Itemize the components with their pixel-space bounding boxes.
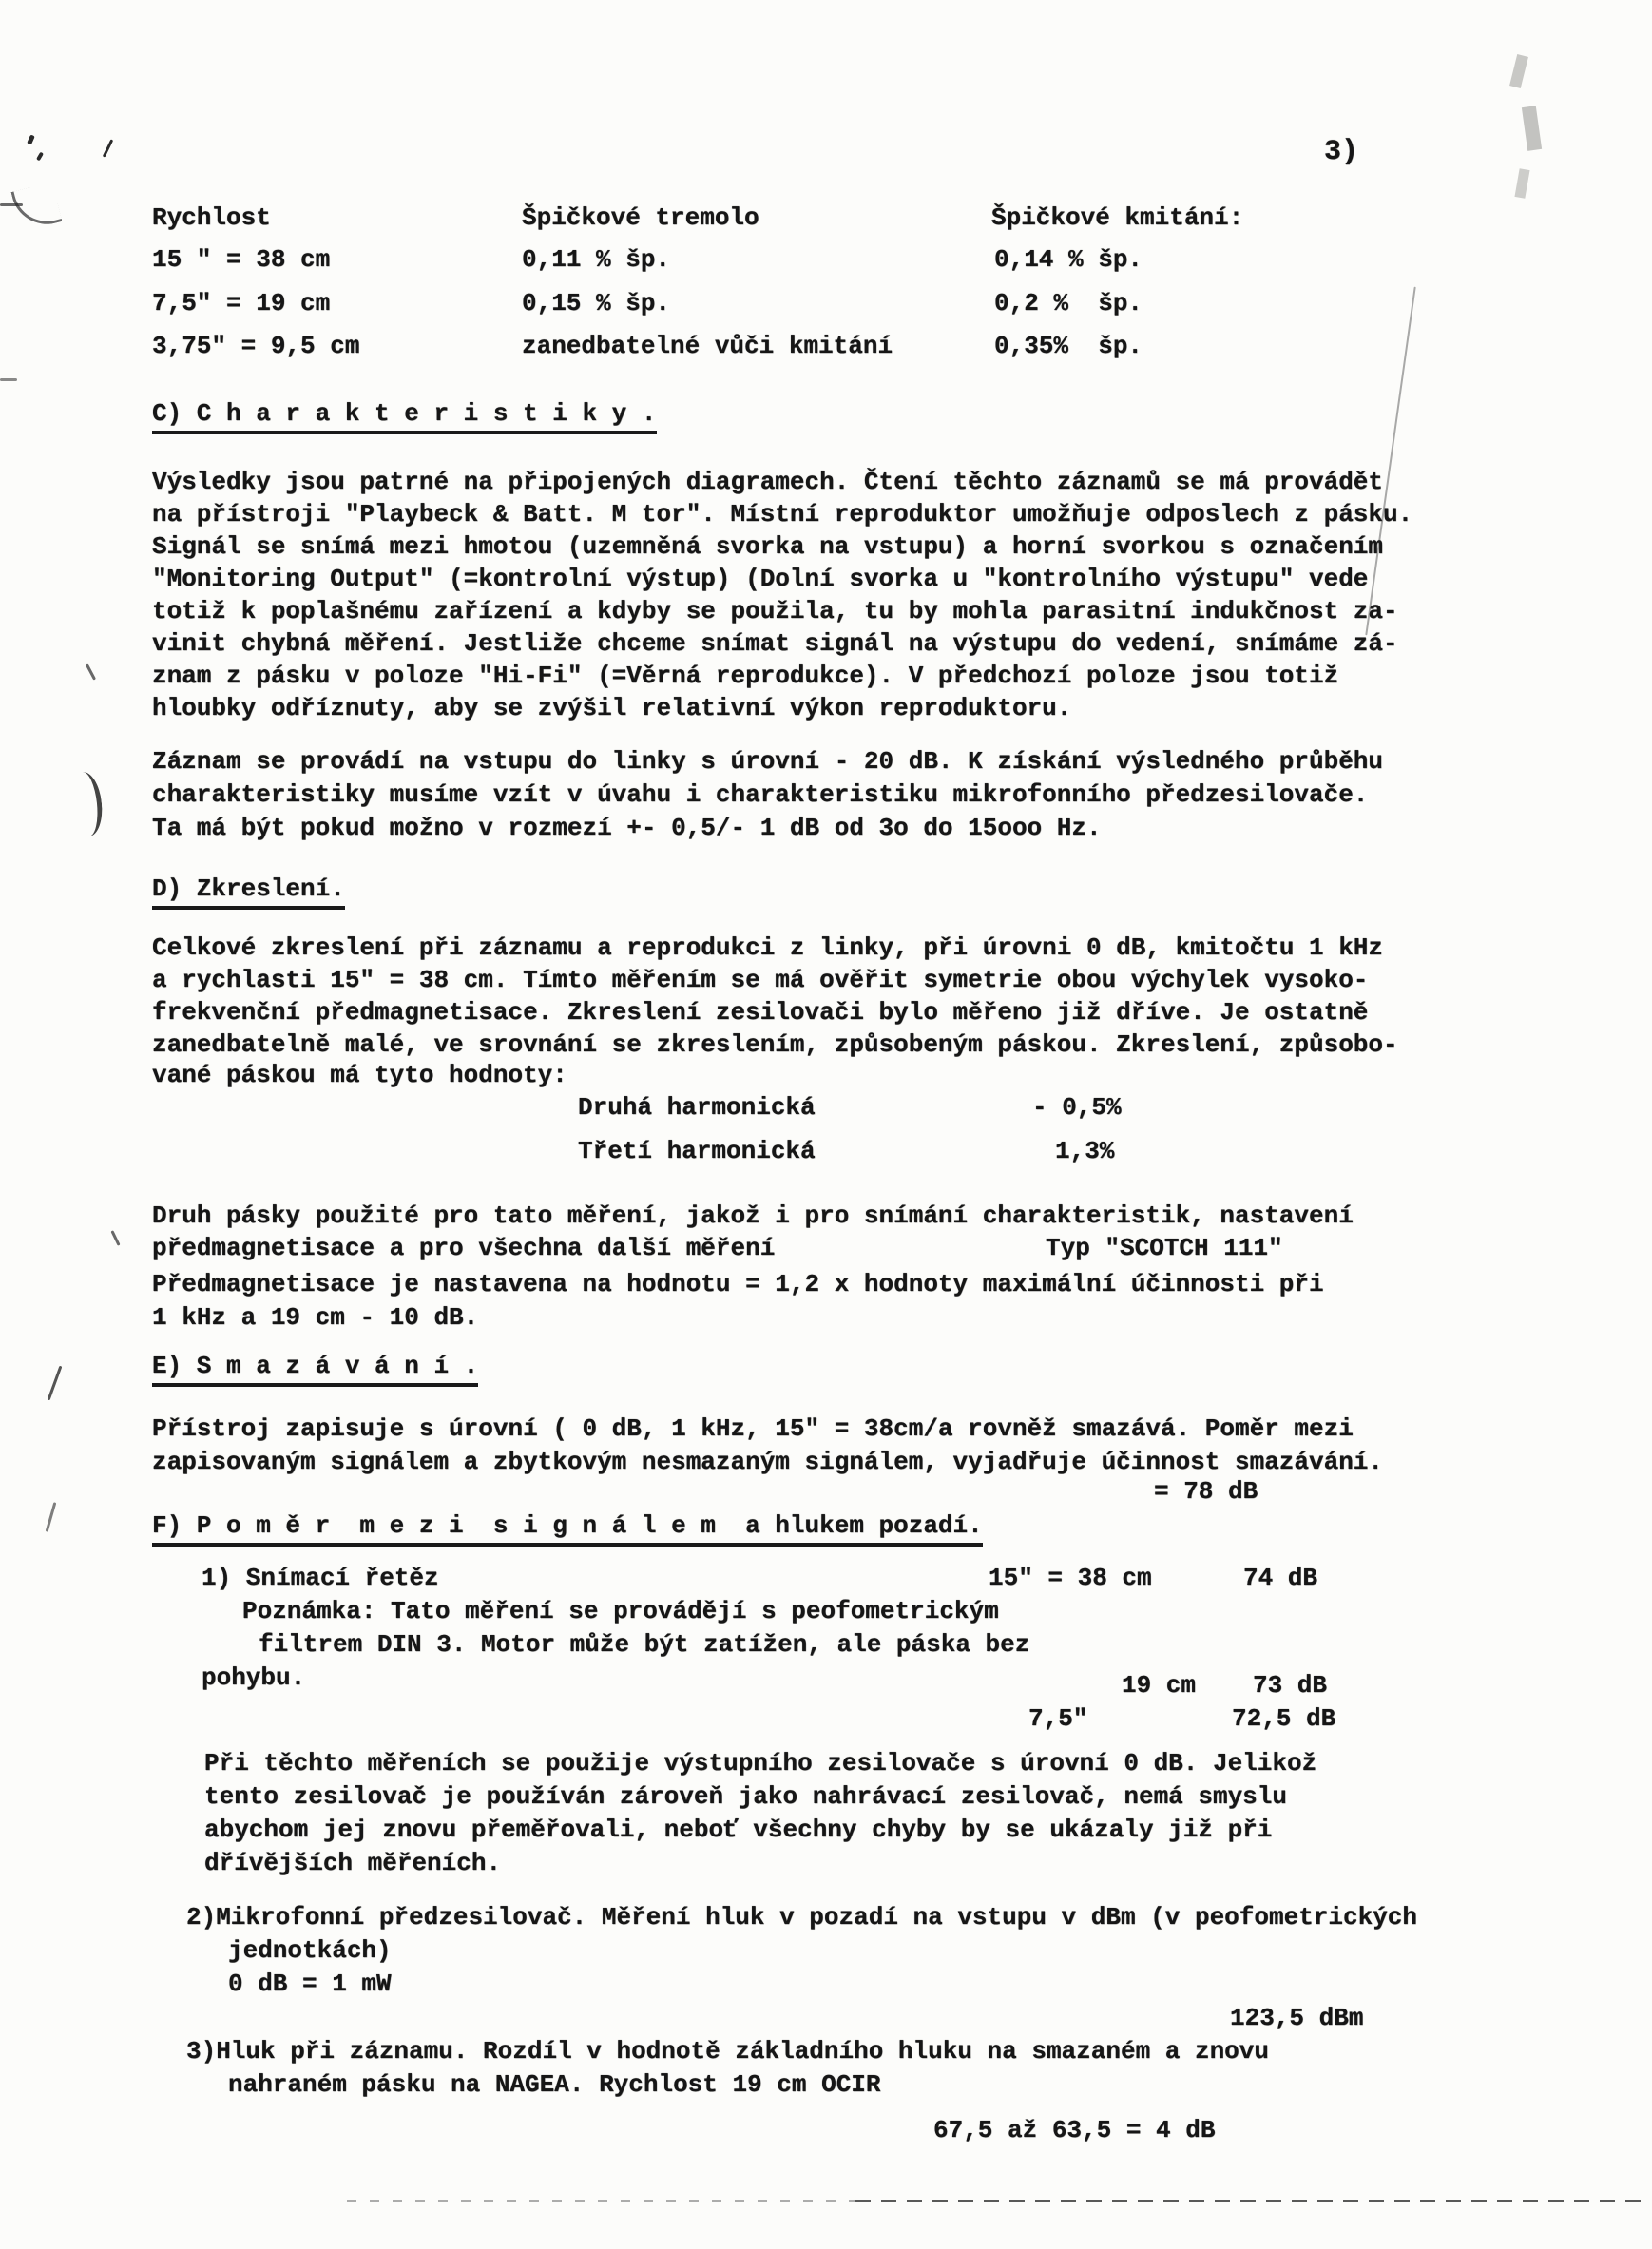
table-cell: 0,35% šp. (994, 332, 1143, 360)
table-header-kmitani: Špičkové kmitání: (991, 203, 1244, 232)
table-header-speed: Rychlost (152, 203, 271, 232)
scan-artifact-smudge (1522, 106, 1542, 151)
measurement-speed: 19 cm (1122, 1671, 1197, 1700)
table-header-tremolo: Špičkové tremolo (522, 203, 759, 232)
mic-noise-value: 123,5 dBm (1230, 2004, 1364, 2032)
scan-artifact-smudge (1509, 54, 1528, 88)
item2-line: 0 dB = 1 mW (228, 1970, 392, 1998)
harmonic-3-label: Třetí harmonická (578, 1137, 816, 1165)
body-line: 1 kHz a 19 cm - 10 dB. (152, 1303, 479, 1332)
table-cell: 0,11 % šp. (522, 245, 671, 274)
scan-artifact-speck (27, 134, 35, 144)
body-line: a rychlasti 15" = 38 cm. Tímto měřením se má ověřit symetrie obou výchylek vysoko- (152, 966, 1369, 994)
body-line: znam z pásku v poloze "Hi-Fi" (=Věrná reprodukce). V předchozí poloze jsou totiž (152, 662, 1339, 690)
body-line: Ta má být pokud možno v rozmezí +- 0,5/- 1 dB od 3o do 15ooo Hz. (152, 814, 1102, 842)
harmonic-2-value: - 0,5% (1032, 1093, 1122, 1122)
page-number: 3) (1324, 136, 1359, 168)
scan-artifact-paren (67, 770, 106, 837)
item1-title: 1) Snímací řetěz (202, 1564, 439, 1592)
body-line: dřívějších měřeních. (204, 1849, 502, 1877)
body-line: Druh pásky použité pro tato měření, jakož i pro snímání charakteristik, nastavení (152, 1201, 1354, 1230)
scan-artifact-dash (0, 378, 17, 381)
item3-line: 3)Hluk při záznamu. Rozdíl v hodnotě základního hluku na smazaném a znovu (186, 2037, 1269, 2066)
body-line: Záznam se provádí na vstupu do linky s úrovní - 20 dB. K získání výsledného průběhu (152, 747, 1384, 776)
scan-artifact-bottom-line (855, 2200, 1649, 2202)
scan-artifact-slash (46, 1502, 57, 1532)
measurement-speed: 7,5" (1028, 1704, 1088, 1733)
note-line: Poznámka: Tato měření se provádějí s peofometrickým (242, 1597, 999, 1625)
body-line: "Monitoring Output" (=kontrolní výstup) (Dolní svorka u "kontrolního výstupu" vede (152, 565, 1369, 593)
measurement-value: 73 dB (1253, 1671, 1328, 1700)
body-line: abychom jej znovu přeměřovali, neboť všechny chyby by se ukázaly již při (204, 1816, 1273, 1844)
measurement-value: 74 dB (1243, 1564, 1318, 1592)
body-line: vané páskou má tyto hodnoty: (152, 1061, 567, 1089)
scan-artifact-speck (36, 152, 44, 162)
body-line: zapisovaným signálem a zbytkovým nesmazaným signálem, vyjadřuje účinnost smazávání. (152, 1448, 1384, 1476)
body-line: Přístroj zapisuje s úrovní ( 0 dB, 1 kHz, 15" = 38cm/a rovněž smazává. Poměr mezi (152, 1414, 1354, 1443)
erase-ratio-value: = 78 dB (1154, 1477, 1258, 1506)
body-line: tento zesilovač je používán zároveň jako nahrávací zesilovač, nemá smyslu (204, 1782, 1287, 1811)
scan-artifact-speck (110, 1230, 120, 1246)
section-heading-c: C) C h a r a k t e r i s t i k y . (152, 399, 657, 434)
body-line: na přístroji "Playbeck & Batt. M tor". Místní reproduktor umožňuje odposlech z pásku. (152, 500, 1413, 529)
note-line: filtrem DIN 3. Motor může být zatížen, ale páska bez (259, 1630, 1030, 1659)
item2-line: jednotkách) (228, 1936, 392, 1965)
harmonic-2-label: Druhá harmonická (578, 1093, 816, 1122)
harmonic-3-value: 1,3% (1055, 1137, 1115, 1165)
table-cell: zanedbatelné vůči kmitání (522, 332, 893, 360)
scan-artifact-speck (103, 139, 113, 157)
table-cell: 0,15 % šp. (522, 289, 671, 317)
body-line: frekvenční předmagnetisace. Zkreslení zesilovači bylo měřeno již dříve. Je ostatně (152, 998, 1369, 1027)
body-line: Výsledky jsou patrné na připojených diagramech. Čtení těchto záznamů se má provádět (152, 468, 1384, 496)
measurement-value: 72,5 dB (1232, 1704, 1336, 1733)
tape-type-value: Typ "SCOTCH 111" (1046, 1234, 1283, 1262)
body-line: totiž k poplašnému zařízení a kdyby se použila, tu by mohla parasitní indukčnost za- (152, 597, 1398, 625)
body-line: charakteristiky musíme vzít v úvahu i charakteristiku mikrofonního předzesilovače. (152, 780, 1369, 809)
section-heading-f: F) P o m ě r m e z i s i g n á l e m a hlukem pozadí. (152, 1511, 983, 1547)
body-line: Předmagnetisace je nastavena na hodnotu = 1,2 x hodnoty maximální účinnosti při (152, 1270, 1324, 1298)
table-cell: 3,75" = 9,5 cm (152, 332, 360, 360)
body-line: Celkové zkreslení při záznamu a reprodukci z linky, při úrovni 0 dB, kmitočtu 1 kHz (152, 933, 1384, 962)
body-line: hloubky odříznuty, aby se zvýšil relativní výkon reproduktoru. (152, 694, 1072, 722)
scan-artifact-smudge (1514, 168, 1529, 198)
record-noise-value: 67,5 až 63,5 = 4 dB (933, 2116, 1216, 2144)
scan-artifact-bottom-line (347, 2200, 855, 2202)
scan-artifact-hook (10, 182, 62, 232)
section-heading-d: D) Zkreslení. (152, 875, 345, 910)
body-line: Při těchto měřeních se použije výstupního zesilovače s úrovní 0 dB. Jelikož (204, 1749, 1317, 1778)
table-cell: 0,2 % šp. (994, 289, 1143, 317)
table-cell: 15 " = 38 cm (152, 245, 331, 274)
table-cell: 0,14 % šp. (994, 245, 1143, 274)
body-line: zanedbatelně malé, ve srovnání se zkreslením, způsobeným páskou. Zkreslení, způsobo- (152, 1030, 1398, 1059)
body-line: předmagnetisace a pro všechna další měření (152, 1234, 776, 1262)
scan-artifact-scratch (1365, 287, 1415, 636)
table-cell: 7,5" = 19 cm (152, 289, 331, 317)
section-heading-e: E) S m a z á v á n í . (152, 1352, 478, 1387)
note-line: pohybu. (202, 1663, 306, 1692)
scan-artifact-speck (86, 663, 96, 680)
measurement-speed: 15" = 38 cm (989, 1564, 1152, 1592)
item3-line: nahraném pásku na NAGEA. Rychlost 19 cm OCIR (228, 2070, 881, 2099)
body-line: vinit chybná měření. Jestliže chceme snímat signál na výstupu do vedení, snímáme zá- (152, 629, 1398, 658)
scan-artifact-dash (0, 203, 23, 206)
item2-line: 2)Mikrofonní předzesilovač. Měření hluk v pozadí na vstupu v dBm (v peofometrických (186, 1903, 1418, 1932)
body-line: Signál se snímá mezi hmotou (uzemněná svorka na vstupu) a horní svorkou s označením (152, 532, 1384, 561)
scan-artifact-slash (48, 1366, 63, 1401)
